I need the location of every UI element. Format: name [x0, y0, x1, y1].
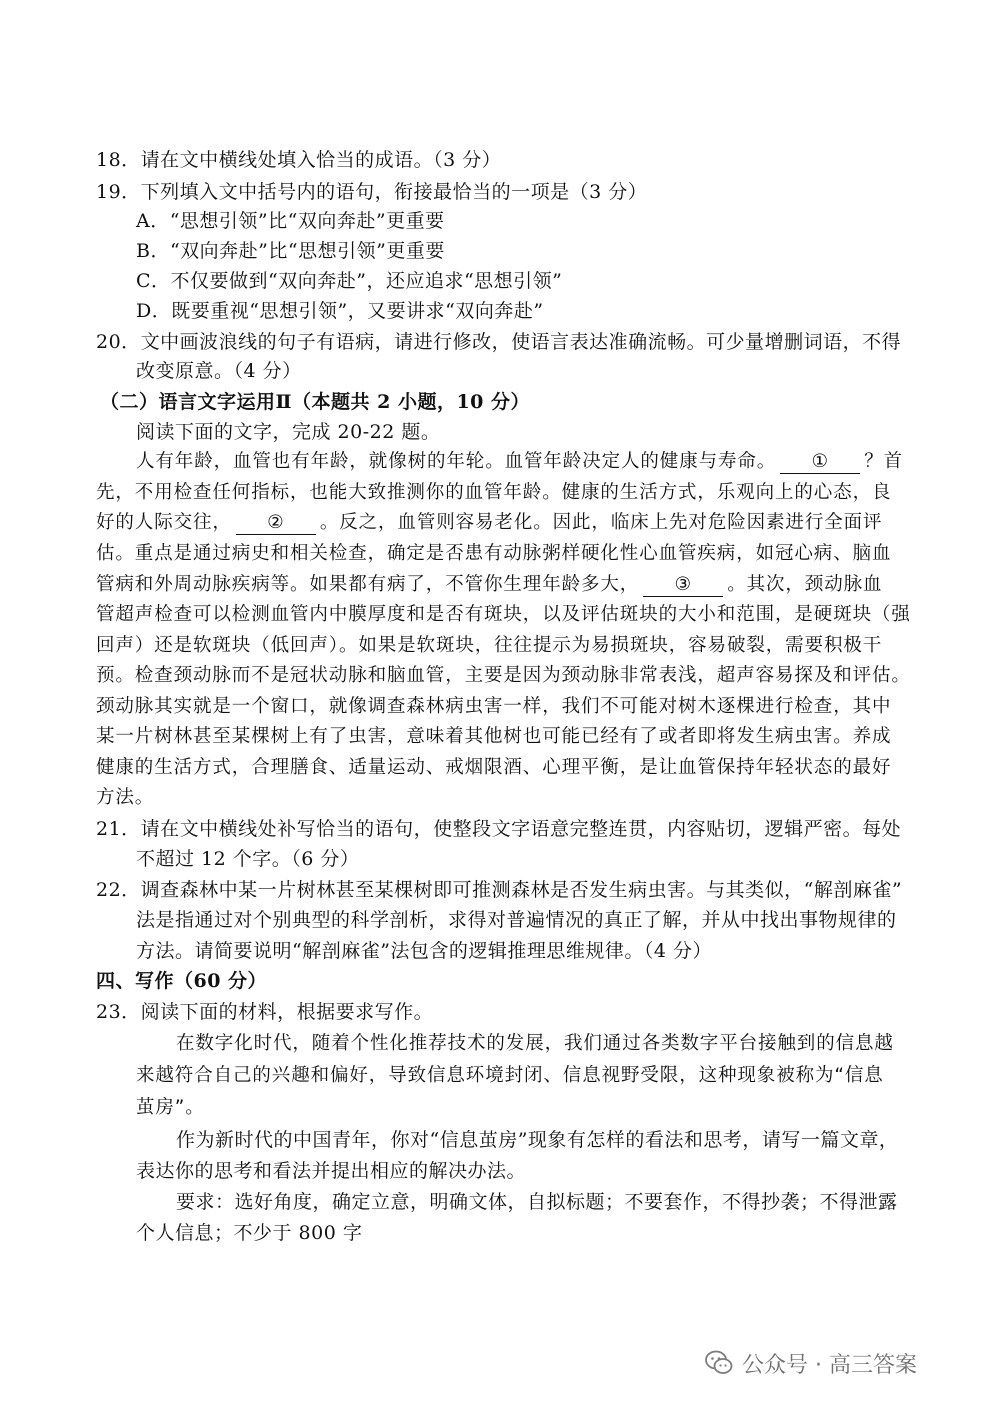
passage-line-1: [136, 448, 903, 476]
passage-line-11: 健康的生活方式，合理膳食、适量运动、戒烟限酒、心理平衡，是让血管保持年轻状态的最好: [96, 757, 892, 778]
question-22-line-3: 方法。请简要说明“解剖麻雀”法包含的逻辑推理思维规律。（4 分）: [136, 940, 713, 962]
material-line-1: 在数字化时代，随着个性化推荐技术的发展，我们通过各类数字平台接触到的信息越: [176, 1033, 894, 1054]
section-2-instruction: 阅读下面的文字，完成 20-22 题。: [136, 421, 441, 443]
question-22-line-1: 22．调查森林中某一片树林甚至某棵树即可推测森林是否发生病虫害。与其类似，“解剖麻雀”: [96, 879, 903, 901]
passage-line-6: 管超声检查可以检测血管内中膜厚度和是否有斑块，以及评估斑块的大小和范围，是硬斑块（强: [96, 604, 911, 625]
requirements-line-1: 要求：选好角度，确定立意，明确文体，自拟标题；不要套作，不得抄袭；不得泄露: [176, 1191, 898, 1213]
blank-2: ②: [236, 512, 316, 535]
passage-line-12: 方法。: [96, 787, 155, 808]
passage-line-9: 颈动脉其实就是一个窗口，就像调查森林病虫害一样，我们不可能对树木逐棵进行检查，其中: [96, 696, 892, 717]
question-23: 23．阅读下面的材料，根据要求写作。: [96, 1001, 434, 1023]
passage-line-2: 先，不用检查任何指标，也能大致推测你的血管年龄。健康的生活方式，乐观向上的心态，良: [96, 482, 892, 503]
material-line-2: 来越符合自己的兴趣和偏好，导致信息环境封闭、信息视野受限，这种现象被称为“信息: [136, 1065, 884, 1086]
question-21-line-1: 21．请在文中横线处补写恰当的语句，使整段文字语意完整连贯，内容贴切，逻辑严密。每处: [96, 818, 902, 840]
question-19-stem: 19．下列填入文中括号内的语句，衔接最恰当的一项是（3 分）: [96, 181, 648, 203]
blank-3: ③: [643, 574, 723, 597]
section-2-heading: （二）语言文字运用Ⅱ（本题共 2 小题，10 分）: [100, 391, 531, 413]
requirements-line-2: 个人信息；不少于 800 字: [136, 1222, 363, 1244]
passage-line-3-end: 。反之，血管则容易老化。因此，临床上先对危险因素进行全面评: [319, 512, 883, 533]
question-19-option-c: C．不仅要做到“双向奔赴”，还应追求“思想引领”: [136, 270, 563, 292]
passage-line-10: 某一片树林甚至某棵树上有了虫害，意味着其他树也可能已经有了或者即将发生病虫害。养成: [96, 726, 892, 747]
watermark-text: 公众号 · 高三答案: [742, 1352, 917, 1378]
passage-line-1-text: 人有年龄，血管也有年龄，就像树的年轮。血管年龄决定人的健康与寿命。: [136, 451, 777, 472]
prompt-line-2: 表达你的思考和看法并提出相应的解决办法。: [136, 1160, 527, 1182]
passage-line-3-text: 好的人际交往，: [96, 512, 232, 533]
passage-line-5: [96, 571, 882, 599]
prompt-line-1: 作为新时代的中国青年，你对“信息茧房”现象有怎样的看法和思考，请写一篇文章，: [176, 1129, 899, 1151]
question-22-line-2: 法是指通过对个别典型的科学剖析，求得对普遍情况的真正了解，并从中找出事物规律的: [136, 909, 897, 931]
material-line-3: 茧房”。: [136, 1097, 205, 1118]
passage-line-5-text: 管病和外周动脉疾病等。如果都有病了，不管你生理年龄多大，: [96, 574, 640, 595]
passage-line-1-end: ？首: [864, 451, 904, 472]
passage-line-3: [96, 509, 882, 537]
passage-line-5-end: 。其次，颈动脉血: [727, 574, 883, 595]
question-19-option-a: A．“思想引领”比“双向奔赴”更重要: [136, 210, 445, 232]
question-18: 18．请在文中横线处填入恰当的成语。（3 分）: [96, 149, 502, 171]
watermark: [704, 1346, 917, 1380]
question-19-option-d: D．既要重视“思想引领”，又要讲求“双向奔赴”: [136, 300, 544, 322]
section-4-heading: 四、写作（60 分）: [96, 970, 268, 992]
passage-line-4: 估。重点是通过病史和相关检查，确定是否患有动脉粥样硬化性心血管疾病，如冠心病、脑血: [96, 543, 892, 564]
blank-1: ①: [780, 451, 860, 474]
passage-line-7: 回声）还是软斑块（低回声）。如果是软斑块，往往提示为易损斑块，容易破裂，需要积极干: [96, 635, 883, 656]
question-21-line-2: 不超过 12 个字。（6 分）: [136, 848, 360, 870]
passage-line-8: 预。检查颈动脉而不是冠状动脉和脑血管，主要是因为颈动脉非常表浅，超声容易探及和评估。: [96, 665, 911, 686]
wechat-icon: [704, 1348, 734, 1378]
question-20-line-1: 20．文中画波浪线的句子有语病，请进行修改，使语言表达准确流畅。可少量增删词语，不得: [96, 331, 902, 353]
question-19-option-b: B．“双向奔赴”比“思想引领”更重要: [136, 240, 445, 262]
question-20-line-2: 改变原意。（4 分）: [136, 360, 302, 382]
